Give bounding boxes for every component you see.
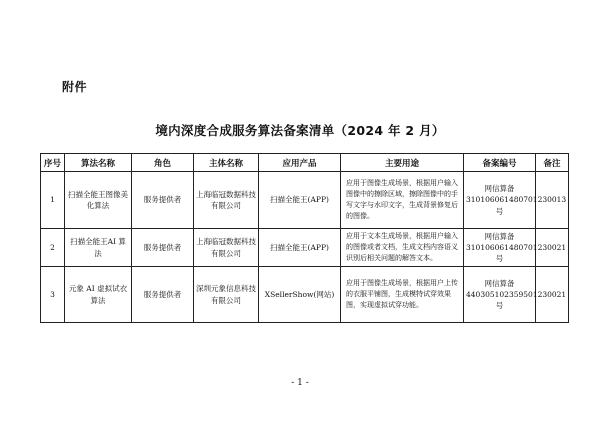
cell-seq: 2 — [41, 229, 65, 267]
table-row — [41, 229, 569, 267]
cell-application-product: XSellerShow(网站) — [259, 267, 341, 323]
cell-filing-number: 网信算备310106061480701230013 号 — [464, 172, 536, 229]
document-title: 境内深度合成服务算法备案清单（2024 年 2 月） — [155, 123, 445, 138]
attachment-label: 附件 — [62, 80, 88, 94]
cell-entity-name: 上海临冠数据科技有限公司 — [194, 172, 259, 229]
cell-algorithm-name: 元象 AI 虚拟试衣算法 — [65, 267, 132, 323]
header-remarks: 备注 — [536, 154, 569, 172]
table-row — [41, 172, 569, 229]
cell-seq: 1 — [41, 172, 65, 229]
header-seq: 序号 — [41, 154, 65, 172]
page-number: - 1 - — [291, 378, 309, 388]
cell-algorithm-name: 扫描全能王图像美化算法 — [65, 172, 132, 229]
cell-role: 服务提供者 — [132, 172, 194, 229]
header-entity-name: 主体名称 — [194, 154, 259, 172]
cell-filing-number: 网信算备310106061480701230021 号 — [464, 229, 536, 267]
cell-role: 服务提供者 — [132, 229, 194, 267]
cell-application-product: 扫描全能王(APP) — [259, 229, 341, 267]
header-algorithm-name: 算法名称 — [65, 154, 132, 172]
cell-application-product: 扫描全能王(APP) — [259, 172, 341, 229]
cell-entity-name: 深圳元象信息科技有限公司 — [194, 267, 259, 323]
cell-main-purpose: 应用于图像生成场景，根据用户上传的衣服平铺图，生成模特试穿效果图，实现虚拟试穿功能。 — [341, 267, 464, 323]
cell-main-purpose: 应用于文本生成场景，根据用户输入的图像或者文档，生成文档内容语义识别后相关问题的解答文本。 — [341, 229, 464, 267]
cell-entity-name: 上海临冠数据科技有限公司 — [194, 229, 259, 267]
header-main-purpose: 主要用途 — [341, 154, 464, 172]
cell-main-purpose: 应用于图像生成场景，根据用户输入图像中的擦除区域，擦除图像中的手写文字与水印文字，生成背景修复后的图像。 — [341, 172, 464, 229]
table-row — [41, 267, 569, 323]
cell-role: 服务提供者 — [132, 267, 194, 323]
header-role: 角色 — [132, 154, 194, 172]
cell-seq: 3 — [41, 267, 65, 323]
header-filing-number: 备案编号 — [464, 154, 536, 172]
cell-filing-number: 网信算备440305102359501230021 号 — [464, 267, 536, 323]
cell-algorithm-name: 扫描全能王AI 算法 — [65, 229, 132, 267]
algorithm-filing-table — [40, 153, 569, 323]
header-application-product: 应用产品 — [259, 154, 341, 172]
table-header-row — [41, 154, 569, 172]
